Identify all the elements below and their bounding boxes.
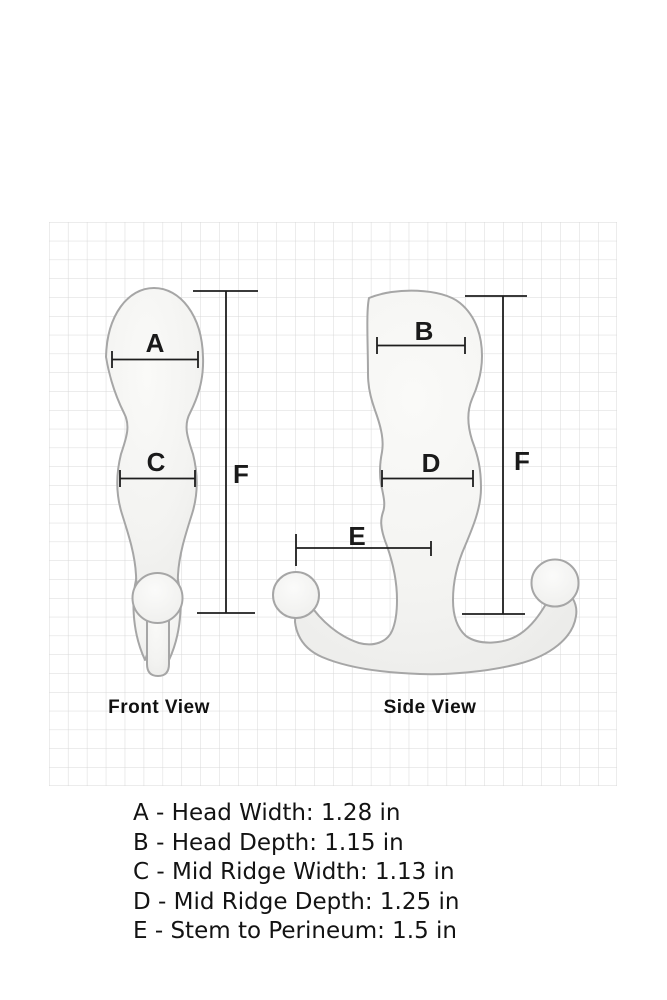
dimension-diagram: [49, 222, 617, 786]
legend-item-d: D - Mid Ridge Depth: 1.25 in: [133, 888, 460, 915]
legend-item-e: E - Stem to Perineum: 1.5 in: [133, 918, 458, 945]
front-view-ball: [133, 573, 183, 623]
dimension-label-b: B: [414, 316, 434, 346]
dimension-label-a: A: [145, 328, 165, 358]
legend-item-a: A - Head Width: 1.28 in: [133, 800, 401, 826]
dimension-legend: [133, 799, 459, 947]
side-view-label: Side View: [383, 697, 477, 718]
side-view-perineum-ball: [273, 572, 319, 618]
dimension-label-c: C: [146, 447, 166, 477]
dimension-label-f-side: F: [514, 446, 530, 476]
dimension-label-d: D: [421, 448, 441, 478]
side-view-tail-ball: [532, 560, 579, 607]
legend-item-b: B - Head Depth: 1.15 in: [133, 829, 404, 856]
dimension-label-f-front: F: [233, 459, 249, 489]
diagram-canvas: [49, 222, 617, 786]
front-view-label: Front View: [108, 697, 210, 718]
dimension-label-e: E: [348, 521, 366, 551]
legend-item-c: C - Mid Ridge Width: 1.13 in: [133, 859, 455, 886]
